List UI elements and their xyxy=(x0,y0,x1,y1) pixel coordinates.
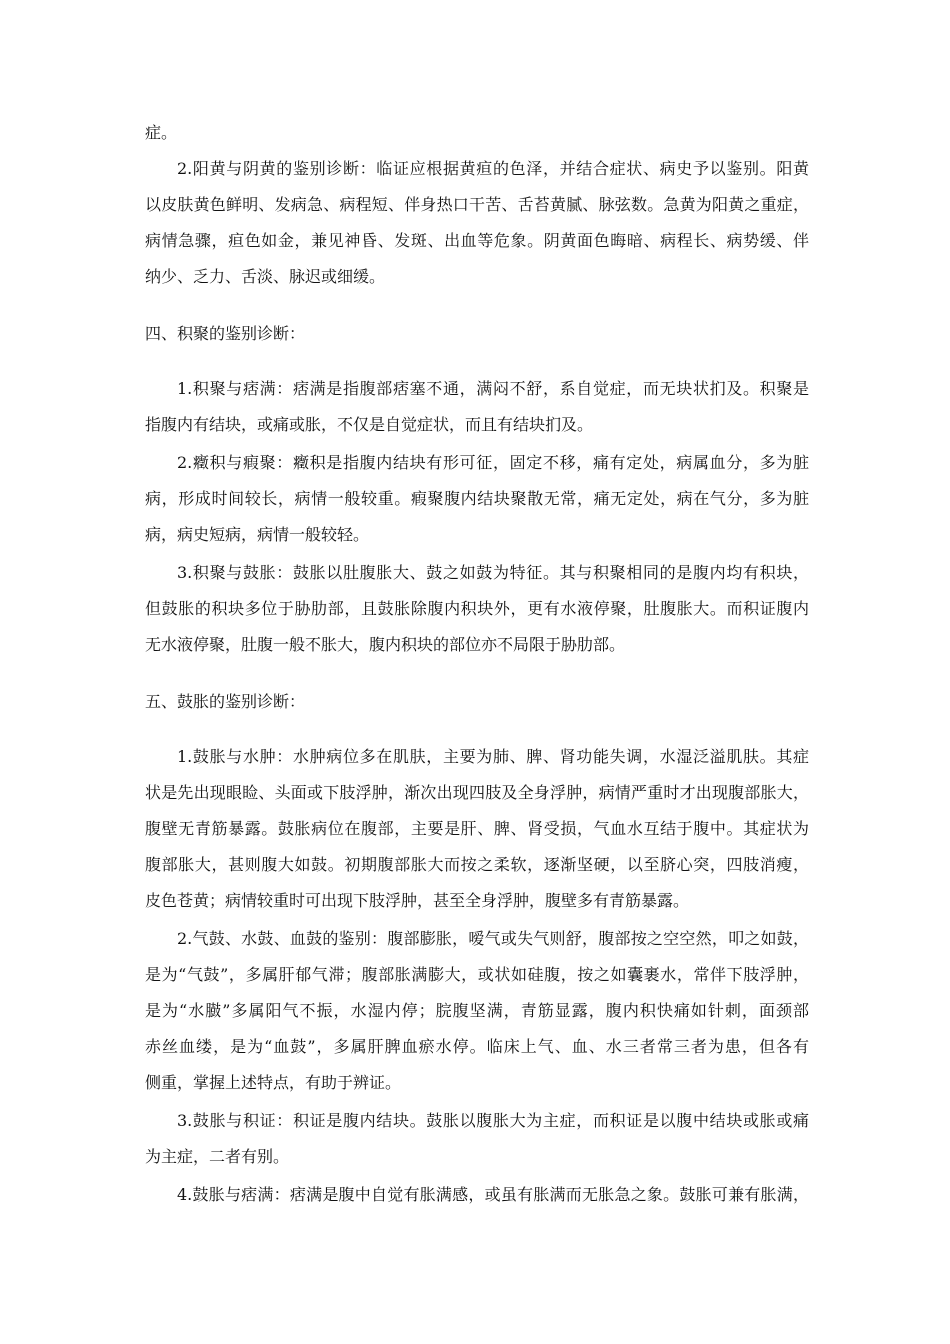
text-line: 为主症，二者有别。 xyxy=(145,1147,290,1166)
text-line: 皮色苍黄；病情较重时可出现下肢浮肿，甚至全身浮肿，腹壁多有青筋暴露。 xyxy=(145,891,690,910)
text-line: 病，病史短病，病情一般较轻。 xyxy=(145,525,370,544)
text-line: 是为“水臌”多属阳气不振，水湿内停；脘腹坚满，青筋显露，腹内积快痛如针刺，面颈部 xyxy=(145,1001,809,1020)
text-line: 状是先出现眼睑、头面或下肢浮肿，渐次出现四肢及全身浮肿，病情严重时才出现腹部胀大， xyxy=(145,783,809,802)
text-line: 病，形成时间较长，病情一般较重。瘕聚腹内结块聚散无常，痛无定处，病在气分，多为脏 xyxy=(145,489,809,508)
text-line: 腹壁无青筋暴露。鼓胀病位在腹部，主要是肝、脾、肾受损，气血水互结于腹中。其症状为 xyxy=(145,819,809,838)
text-line: 2.气鼓、水鼓、血鼓的鉴别：腹部膨胀，嗳气或失气则舒，腹部按之空空然，叩之如鼓， xyxy=(177,929,809,948)
text-line: 1.鼓胀与水肿：水肿病位多在肌肤，主要为肺、脾、肾功能失调，水湿泛溢肌肤。其症 xyxy=(177,747,809,766)
text-line: 以皮肤黄色鲜明、发病急、病程短、伴身热口干苦、舌苔黄腻、脉弦数。急黄为阳黄之重症， xyxy=(145,195,809,214)
text-line: 2.癥积与瘕聚：癥积是指腹内结块有形可征，固定不移，痛有定处，病属血分，多为脏 xyxy=(177,453,809,472)
text-line: 但鼓胀的积块多位于胁肋部，且鼓胀除腹内积块外，更有水液停聚，肚腹胀大。而积证腹内 xyxy=(145,599,809,618)
text-line: 2.阳黄与阴黄的鉴别诊断：临证应根据黄疸的色泽，并结合症状、病史予以鉴别。阳黄 xyxy=(177,159,809,178)
text-line: 3.鼓胀与积证：积证是腹内结块。鼓胀以腹胀大为主症，而积证是以腹中结块或胀或痛 xyxy=(177,1111,809,1130)
text-line: 纳少、乏力、舌淡、脉迟或细缓。 xyxy=(145,267,386,286)
text-line: 侧重，掌握上述特点，有助于辨证。 xyxy=(145,1073,402,1092)
text-line: 病情急骤，疸色如金，兼见神昏、发斑、出血等危象。阴黄面色晦暗、病程长、病势缓、伴 xyxy=(145,231,809,250)
text-line: 无水液停聚，肚腹一般不胀大，腹内积块的部位亦不局限于胁肋部。 xyxy=(145,635,626,654)
section-heading: 四、积聚的鉴别诊断： xyxy=(145,324,306,343)
text-line: 症。 xyxy=(145,123,178,142)
text-line: 3.积聚与鼓胀：鼓胀以肚腹胀大、鼓之如鼓为特征。其与积聚相同的是腹内均有积块， xyxy=(177,563,809,582)
section-heading: 五、鼓胀的鉴别诊断： xyxy=(145,692,306,711)
text-line: 赤丝血缕，是为“血鼓”，多属肝脾血瘀水停。临床上气、血、水三者常三者为患，但各有 xyxy=(145,1037,809,1056)
text-line: 指腹内有结块，或痛或胀，不仅是自觉症状，而且有结块扪及。 xyxy=(145,415,594,434)
text-line: 1.积聚与痞满：痞满是指腹部痞塞不通，满闷不舒，系自觉症，而无块状扪及。积聚是 xyxy=(177,379,809,398)
text-line: 腹部胀大，甚则腹大如鼓。初期腹部胀大而按之柔软，逐渐坚硬，以至脐心突，四肢消瘦， xyxy=(145,855,809,874)
text-line: 是为“气鼓”，多属肝郁气滞；腹部胀满膨大，或状如硅腹，按之如囊裹水，常伴下肢浮肿， xyxy=(145,965,809,984)
text-line: 4.鼓胀与痞满：痞满是腹中自觉有胀满感，或虽有胀满而无胀急之象。鼓胀可兼有胀满， xyxy=(177,1185,809,1204)
